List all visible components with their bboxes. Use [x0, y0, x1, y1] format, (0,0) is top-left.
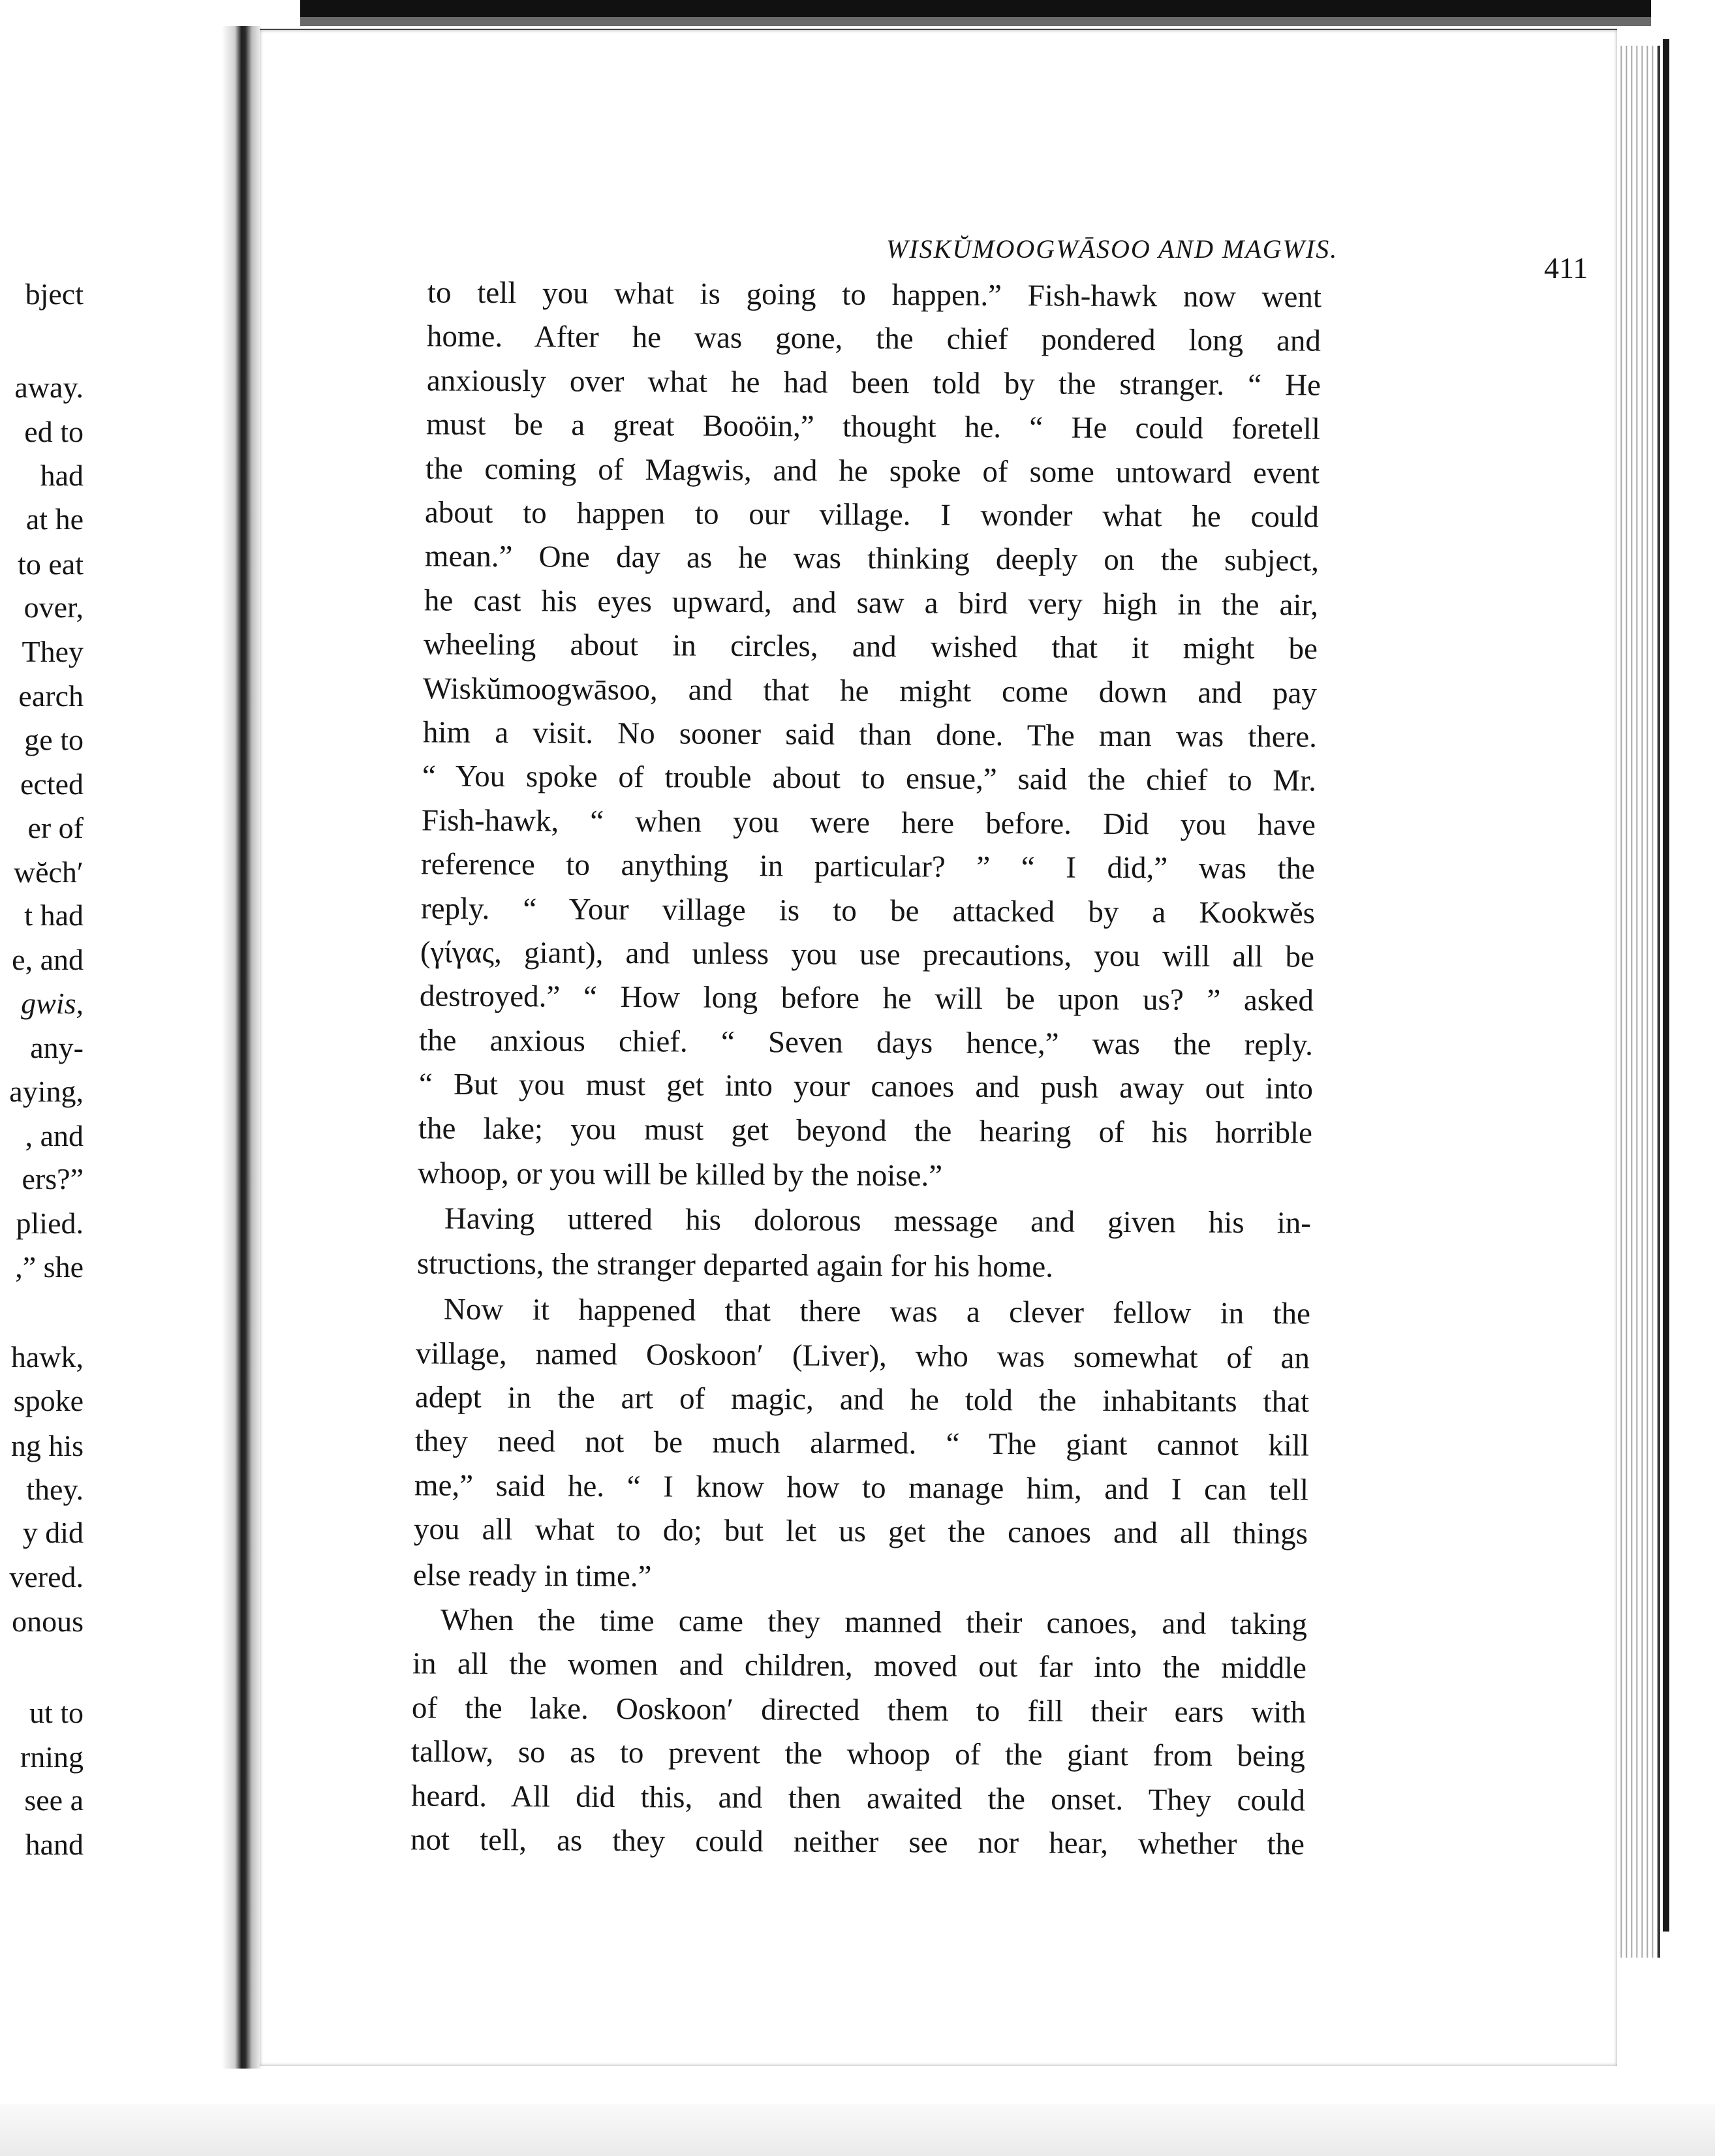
left-page-line: plied. [16, 1207, 84, 1240]
body-text-line: he cast his eyes upward, and saw a bird very high in the air, [424, 583, 1318, 623]
body-text-line: wheeling about in circles, and wished that it might be [423, 627, 1318, 666]
left-page-line: ed to [24, 415, 84, 448]
left-page-line: to eat [18, 547, 84, 581]
left-page-line: gwis, [21, 987, 84, 1020]
left-page-line: had [40, 459, 84, 492]
top-page-edge [300, 17, 1651, 26]
left-page-line: They [22, 635, 84, 668]
book-gutter [222, 26, 261, 2069]
body-text-line: not tell, as they could neither see nor hear, whether the [410, 1823, 1305, 1862]
body-text-line: whoop, or you will be killed by the noise.” [417, 1156, 943, 1194]
body-text-line: tallow, so as to prevent the whoop of the giant from being [411, 1734, 1306, 1774]
body-text-line: the lake; you must get beyond the hearing of his horrible [418, 1111, 1312, 1150]
paragraph-first-line: When the time came they manned their canoes, and taking [440, 1603, 1307, 1642]
left-page-line: , and [25, 1119, 84, 1152]
right-scan-margin [1651, 0, 1715, 2156]
body-text-line: adept in the art of magic, and he told the inhabitants that [415, 1380, 1310, 1419]
left-page-line: wĕch′ [13, 855, 84, 889]
left-page-line: ected [20, 767, 84, 801]
body-text-line: reference to anything in particular? ” “ I did,” was the [421, 847, 1316, 886]
left-page-line: ers?” [22, 1162, 84, 1195]
body-text-line: mean.” One day as he was thinking deeply on the subject, [424, 539, 1319, 578]
left-page-line: over, [23, 591, 84, 624]
left-page-line: onous [12, 1605, 84, 1638]
body-text-line: reply. “ Your village is to be attacked by a Kookwĕs [420, 891, 1315, 931]
body-text-line: “ You spoke of trouble about to ensue,” said the chief to Mr. [422, 759, 1316, 798]
left-page-line: er of [27, 811, 84, 844]
bottom-scan-edge [0, 2104, 1715, 2156]
left-page-line: bject [25, 277, 84, 311]
body-text-line: structions, the stranger departed again for his home. [416, 1246, 1053, 1284]
left-page-line: vered. [9, 1560, 84, 1594]
left-page-line: ge to [24, 723, 84, 756]
body-text-line: about to happen to our village. I wonder what he could [425, 495, 1320, 534]
left-page-line: see a [24, 1783, 84, 1817]
left-page-line: aying, [9, 1075, 84, 1108]
left-facing-page [0, 26, 235, 2101]
body-text-line: the coming of Magwis, and he spoke of some untoward event [425, 452, 1320, 491]
left-page-line: spoke [13, 1384, 84, 1417]
body-text-line: of the lake. Ooskoon′ directed them to fill their ears with [411, 1691, 1306, 1730]
running-head: WISKŬMOOGWĀSOO AND MAGWIS. [886, 234, 1338, 264]
body-text-line: must be a great Booöin,” thought he. “ He could foretell [425, 407, 1320, 446]
body-text-line: village, named Ooskoon′ (Liver), who was somewhat of an [415, 1336, 1310, 1376]
left-page-line: ng his [10, 1429, 84, 1462]
left-page-line: away. [14, 371, 84, 404]
body-text-line: in all the women and children, moved out far into the middle [412, 1646, 1306, 1686]
body-text-line: (γίγας, giant), and unless you use precautions, you will all be [420, 935, 1314, 974]
body-text-line: heard. All did this, and then awaited the onset. They could [410, 1779, 1305, 1818]
paragraph-first-line: Now it happened that there was a clever fellow in the [443, 1292, 1310, 1331]
body-text-line: to tell you what is going to happen.” Fish-hawk now went [427, 275, 1322, 315]
body-text-line: you all what to do; but let us get the canoes and all things [413, 1512, 1308, 1551]
body-text-line: me,” said he. “ I know how to manage him, and I can tell [414, 1468, 1308, 1507]
left-page-line: e, and [12, 943, 84, 976]
body-text-line: Fish-hawk, “ when you were here before. Did you have [421, 803, 1316, 842]
body-text-line: anxiously over what he had been told by the stranger. “ He [426, 363, 1321, 403]
right-page [260, 29, 1617, 2066]
page-stack-edge [1612, 46, 1660, 1958]
left-page-line: y did [22, 1516, 84, 1549]
body-text-line: “ But you must get into your canoes and push away out into [418, 1067, 1313, 1106]
paragraph-first-line: Having uttered his dolorous message and given his in- [444, 1201, 1312, 1240]
body-text-line: the anxious chief. “ Seven days hence,” was the reply. [419, 1023, 1314, 1062]
body-text-line: him a visit. No sooner said than done. The man was there. [422, 715, 1317, 754]
left-page-line: hawk, [10, 1340, 84, 1374]
left-page-line: any- [30, 1031, 84, 1064]
body-text-line: else ready in time.” [413, 1558, 652, 1594]
body-text-line: destroyed.” “ How long before he will be upon us? ” asked [419, 979, 1314, 1018]
body-text-line: home. After he was gone, the chief pondered long and [427, 319, 1321, 358]
left-page-line: rning [20, 1740, 84, 1774]
left-page-line: ut to [29, 1696, 84, 1729]
body-text-line: Wiskŭmoogwāsoo, and that he might come down and pay [423, 671, 1318, 711]
left-page-line: at he [25, 502, 84, 536]
left-page-line: they. [26, 1473, 84, 1506]
left-page-line: t had [24, 899, 84, 932]
cover-edge [1663, 39, 1669, 1932]
left-page-line: hand [25, 1828, 84, 1861]
left-page-line: earch [18, 679, 84, 713]
body-text-line: they need not be much alarmed. “ The giant cannot kill [414, 1424, 1309, 1463]
left-page-line: ,” she [15, 1250, 84, 1284]
page-number: 411 [1544, 251, 1588, 285]
